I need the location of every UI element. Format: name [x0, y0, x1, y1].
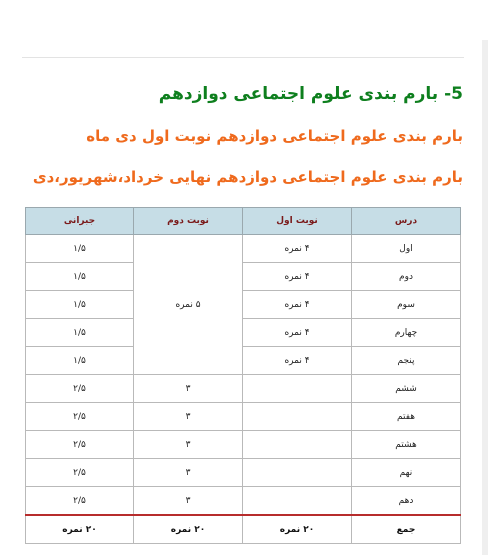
cell-total-makeup: ۲۰ نمره	[26, 515, 134, 544]
cell-term2-merged: ۵ نمره	[134, 235, 243, 375]
cell-term1: ۴ نمره	[243, 291, 352, 319]
cell-lesson: پنجم	[352, 347, 461, 375]
cell-term2: ۳	[134, 403, 243, 431]
cell-makeup: ۱/۵	[26, 291, 134, 319]
cell-term1: ۴ نمره	[243, 319, 352, 347]
cell-term1	[243, 459, 352, 487]
cell-makeup: ۱/۵	[26, 347, 134, 375]
cell-makeup: ۲/۵	[26, 375, 134, 403]
header-makeup: جبرانی	[26, 208, 134, 235]
cell-lesson: نهم	[352, 459, 461, 487]
cell-lesson: ششم	[352, 375, 461, 403]
cell-lesson: هفتم	[352, 403, 461, 431]
table-total-row	[26, 515, 461, 544]
table-header-row	[26, 208, 461, 235]
cell-makeup: ۱/۵	[26, 263, 134, 291]
cell-makeup: ۲/۵	[26, 487, 134, 516]
cell-term1	[243, 487, 352, 516]
header-term1: نوبت اول	[243, 208, 352, 235]
table-row	[26, 431, 461, 459]
top-divider	[22, 57, 464, 58]
table-row	[26, 347, 461, 375]
cell-makeup: ۲/۵	[26, 403, 134, 431]
table-row	[26, 375, 461, 403]
cell-lesson: چهارم	[352, 319, 461, 347]
table-row	[26, 319, 461, 347]
cell-term1: ۴ نمره	[243, 263, 352, 291]
cell-term1	[243, 375, 352, 403]
header-lesson: درس	[352, 208, 461, 235]
link-final-exam[interactable]: بارم بندی علوم اجتماعی دوازدهم نهایی خرداد،شهریور،دی	[32, 168, 463, 186]
table-row	[26, 291, 461, 319]
cell-term1: ۴ نمره	[243, 235, 352, 263]
table-row	[26, 403, 461, 431]
cell-makeup: ۲/۵	[26, 459, 134, 487]
header-term2: نوبت دوم	[134, 208, 243, 235]
section-heading: 5- بارم بندی علوم اجتماعی دوازدهم	[158, 84, 463, 104]
table-row	[26, 487, 461, 516]
cell-term2: ۳	[134, 375, 243, 403]
cell-makeup: ۲/۵	[26, 431, 134, 459]
cell-total-lesson: جمع	[352, 515, 461, 544]
cell-term2: ۳	[134, 459, 243, 487]
cell-term1	[243, 403, 352, 431]
cell-term2: ۳	[134, 431, 243, 459]
right-divider	[482, 40, 488, 555]
cell-makeup: ۱/۵	[26, 319, 134, 347]
cell-makeup: ۱/۵	[26, 235, 134, 263]
cell-lesson: دوم	[352, 263, 461, 291]
cell-term1: ۴ نمره	[243, 347, 352, 375]
link-first-term[interactable]: بارم بندی علوم اجتماعی دوازدهم نوبت اول دی ماه	[86, 127, 463, 145]
cell-term1	[243, 431, 352, 459]
table-row	[26, 263, 461, 291]
cell-lesson: هشتم	[352, 431, 461, 459]
cell-total-term1: ۲۰ نمره	[243, 515, 352, 544]
cell-lesson: سوم	[352, 291, 461, 319]
table-row	[26, 235, 461, 263]
grade-table	[25, 207, 461, 544]
cell-total-term2: ۲۰ نمره	[134, 515, 243, 544]
cell-lesson: اول	[352, 235, 461, 263]
cell-term2: ۳	[134, 487, 243, 516]
cell-lesson: دهم	[352, 487, 461, 516]
table-row	[26, 459, 461, 487]
